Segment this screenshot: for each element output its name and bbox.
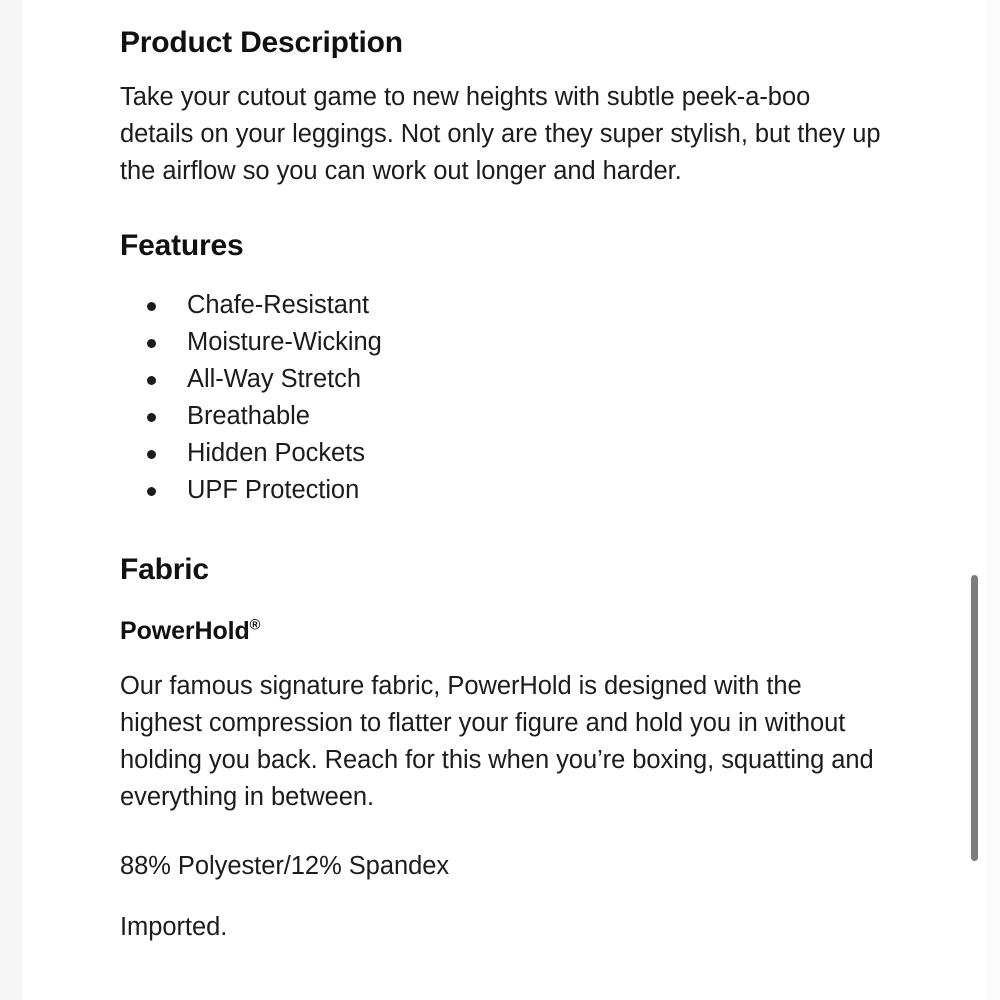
list-item (120, 398, 986, 435)
section-heading-product-description: Product Description (120, 26, 403, 59)
feature-label: Hidden Pockets (187, 439, 365, 467)
origin-text: Imported. (120, 912, 228, 941)
right-gutter (986, 0, 1000, 1000)
fabric-name-heading (120, 588, 986, 646)
list-item (120, 472, 986, 509)
list-item (120, 361, 986, 398)
list-item (120, 287, 986, 324)
bullet-icon (147, 302, 156, 311)
feature-label: Moisture-Wicking (187, 328, 382, 356)
registered-trademark-icon: ® (249, 617, 261, 634)
vertical-scrollbar-track[interactable] (964, 0, 986, 1000)
bullet-icon (147, 376, 156, 385)
product-details-document (22, 0, 986, 946)
bullet-icon (147, 450, 156, 459)
feature-label: All-Way Stretch (187, 365, 362, 393)
bullet-icon (147, 339, 156, 348)
fabric-description-paragraph: Our famous signature fabric, PowerHold is designed with the highest compression to flatter your figure and hold you in without holding you back. Reach for this when you’re boxing, squatting and everything in between. (120, 671, 874, 811)
list-item (120, 324, 986, 361)
fabric-name-text: PowerHold (120, 616, 250, 645)
feature-label: Chafe-Resistant (187, 291, 370, 319)
scrollable-content-region[interactable] (22, 0, 986, 1000)
bullet-icon (147, 413, 156, 422)
feature-label: UPF Protection (187, 476, 360, 504)
features-list (120, 263, 986, 509)
list-item (120, 435, 986, 472)
bullet-icon (147, 487, 156, 496)
product-description-paragraph: Take your cutout game to new heights with subtle peek-a-boo details on your leggings. Not only are they super stylish, but they up the airflow so you can work out longer and harder. (120, 82, 881, 185)
section-heading-features: Features (120, 228, 244, 262)
fabric-composition-text: 88% Polyester/12% Spandex (120, 851, 450, 880)
vertical-scrollbar-thumb[interactable] (971, 575, 978, 861)
feature-label: Breathable (187, 402, 310, 430)
section-heading-fabric: Fabric (120, 553, 209, 586)
left-gutter (0, 0, 22, 1000)
